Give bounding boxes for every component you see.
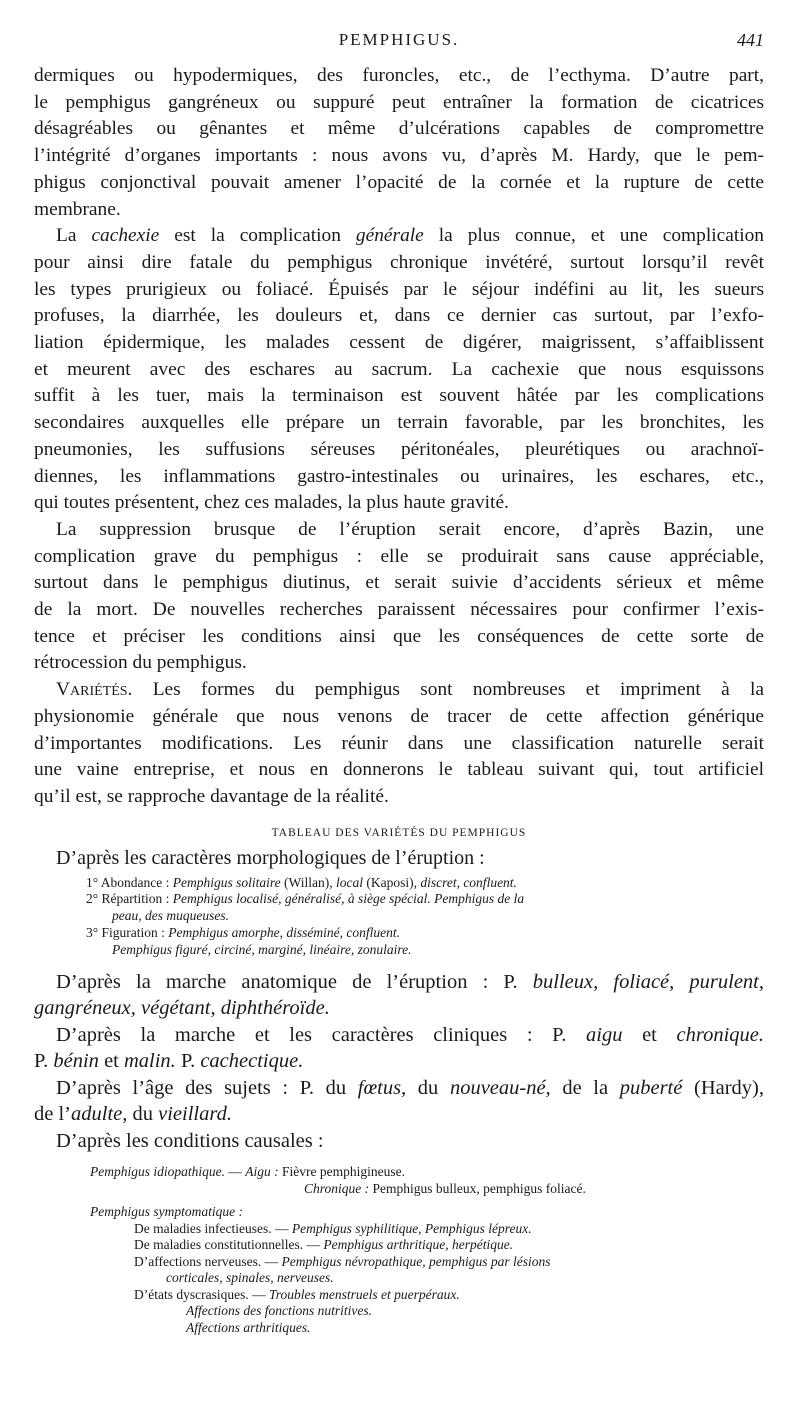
text-line: qu’il est, se rapproche davantage de la réalité. xyxy=(34,785,389,807)
text-line: complication grave du pemphigus : elle se produirait sans cause appréciable, xyxy=(34,545,764,567)
emphasis: aigu xyxy=(586,1023,623,1046)
spacer xyxy=(34,1197,764,1204)
list-item-continuation xyxy=(34,1270,764,1287)
text-line: secondaires auxquelles elle prépare un terrain favorable, par les bronchites, les xyxy=(34,412,764,434)
text-line xyxy=(34,677,764,704)
emphasis: Affections des fonctions nutritives. xyxy=(186,1303,372,1319)
emphasis: Pemphigus idiopathique. xyxy=(90,1164,225,1180)
text-line: désagréables ou gênantes et même d’ulcérations capables de compromettre xyxy=(34,118,764,140)
text-span: 2° Répartition : xyxy=(86,891,173,907)
idiopathic-chronic-line xyxy=(34,1181,764,1198)
emphasis: adulte, xyxy=(71,1103,128,1126)
emphasis: Pemphigus figuré, circiné, marginé, linéaire, zonulaire. xyxy=(112,941,412,957)
text-span: P. xyxy=(34,1050,54,1073)
emphasis: corticales, spinales, nerveuses. xyxy=(166,1270,334,1286)
running-header xyxy=(34,30,764,54)
text-span: D’affections nerveuses. — xyxy=(134,1253,282,1269)
text-span: de la xyxy=(550,1076,620,1099)
list-item xyxy=(34,891,764,908)
page-number: 441 xyxy=(737,30,764,50)
emphasis: peau, des muqueuses. xyxy=(112,908,229,924)
page-body xyxy=(34,63,764,1336)
anatomy-line-cont xyxy=(34,995,764,1022)
text-line: pneumonies, les suffusions séreuses péritonéales, pleurétiques ou arachnoï- xyxy=(34,438,764,460)
emphasis: Pemphigus arthritique, herpétique. xyxy=(323,1237,514,1253)
text-line: l’intégrité d’organes importants : nous avons vu, d’après M. Hardy, que le pem- xyxy=(34,145,764,167)
spacer xyxy=(34,959,764,969)
text-line: phigus conjonctival pouvait amener l’opacité de la cornée et la rupture de cette xyxy=(34,171,764,193)
text-span: (Kaposi), xyxy=(362,874,421,890)
emphasis: gangréneux, végétant, diphthéroïde. xyxy=(34,997,330,1020)
text-span: La xyxy=(56,225,92,247)
morphology-list xyxy=(34,875,764,959)
symptomatic-heading xyxy=(34,1204,764,1221)
text-span: de l’ xyxy=(34,1103,71,1126)
section-lead: Variétés. xyxy=(56,679,133,701)
paragraph-1 xyxy=(34,63,764,223)
text-span: — xyxy=(225,1164,246,1180)
emphasis: nouveau-né, xyxy=(449,1076,551,1099)
emphasis: Troubles menstruels et puerpéraux. xyxy=(268,1286,460,1302)
text-span: et xyxy=(622,1023,677,1046)
list-item xyxy=(34,1287,764,1304)
paragraph-suppression xyxy=(34,517,764,677)
text-line: d’importantes modifications. Les réunir dans une classification naturelle serait xyxy=(34,732,764,754)
text-span: du xyxy=(406,1076,450,1099)
emphasis: Pemphigus amorphe, disséminé, confluent. xyxy=(168,925,400,941)
text-line: surtout dans le pemphigus diutinus, et serait suivie d’accidents sérieux et même xyxy=(34,572,764,594)
emphasis: discret, confluent. xyxy=(420,874,517,890)
emphasis: fœtus, xyxy=(357,1076,407,1099)
causes-heading: D’après les conditions causales : xyxy=(56,1129,324,1152)
text-line: profuses, la diarrhée, les douleurs et, dans ce dernier cas surtout, par l’exfo- xyxy=(34,305,764,327)
text-span: est la complication xyxy=(159,225,356,247)
emphasis: Pemphigus localisé, généralisé, à siège spécial. Pemphigus de la xyxy=(172,891,525,907)
text-line: membrane. xyxy=(34,198,121,220)
text-span: D’états dyscrasiques. — xyxy=(134,1286,269,1302)
list-item-continuation xyxy=(34,942,764,959)
list-item-continuation xyxy=(34,1320,764,1337)
age-line-cont xyxy=(34,1101,764,1128)
text-span: Les formes du pemphigus sont nombreuses et impriment à la xyxy=(132,679,764,701)
table-title: TABLEAU DES VARIÉTÉS DU PEMPHIGUS xyxy=(271,826,527,839)
text-line: de la mort. De nouvelles recherches paraissent nécessaires pour confirmer l’exis- xyxy=(34,599,764,621)
text-span: Fièvre pemphigineuse. xyxy=(278,1164,405,1180)
text-span: 1° Abondance : xyxy=(86,874,173,890)
text-line: dermiques ou hypodermiques, des furoncles, etc., de l’ecthyma. D’autre part, xyxy=(34,65,764,86)
emphasis: Pemphigus solitaire xyxy=(172,874,281,890)
text-line: diennes, les inflammations gastro-intestinales ou urinaires, les eschares, etc., xyxy=(34,465,764,487)
text-span: P. xyxy=(175,1050,201,1073)
paragraph-cachexie xyxy=(34,223,764,517)
emphasis: Pemphigus névropathique, pemphigus par lésions xyxy=(281,1253,551,1269)
clinical-line-cont xyxy=(34,1048,764,1075)
text-line: liation épidermique, les malades cessent de digérer, maigrissent, s’affaiblissent xyxy=(34,332,764,354)
emphasis: Aigu : xyxy=(245,1164,279,1180)
emphasis: vieillard. xyxy=(158,1103,232,1126)
emphasis: Affections arthritiques. xyxy=(186,1319,311,1335)
paragraph-varietes xyxy=(34,677,764,811)
text-line: le pemphigus gangréneux ou suppuré peut entraîner la formation de cicatrices xyxy=(34,91,764,113)
text-span: du xyxy=(127,1103,159,1126)
emphasis: local xyxy=(335,874,363,890)
text-span: De maladies infectieuses. — xyxy=(134,1220,292,1236)
text-span: De maladies constitutionnelles. — xyxy=(134,1237,324,1253)
causes-list xyxy=(34,1164,764,1336)
text-line: une vaine entreprise, et nous en donnerons le tableau suivant qui, tout artificiel xyxy=(34,759,764,781)
text-span: Pemphigus bulleux, pemphigus foliacé. xyxy=(369,1180,586,1196)
text-line xyxy=(34,223,764,250)
running-title: PEMPHIGUS. xyxy=(338,30,460,49)
list-item xyxy=(34,1237,764,1254)
anatomy-line xyxy=(34,969,764,996)
text-span: D’après la marche anatomique de l’éruption : P. xyxy=(56,970,533,993)
text-line: et meurent avec des eschares au sacrum. La cachexie que nous esquissons xyxy=(34,358,764,380)
emphasis: bénin xyxy=(53,1050,99,1073)
text-line: pour ainsi dire fatale du pemphigus chronique invétéré, surtout lorsqu’il revêt xyxy=(34,251,764,273)
list-item xyxy=(34,1221,764,1238)
list-item-continuation xyxy=(34,1303,764,1320)
text-span: la plus connue, et une complication xyxy=(423,225,764,247)
list-item xyxy=(34,875,764,892)
emphasis: Pemphigus symptomatique : xyxy=(90,1204,243,1220)
emphasis: bulleux, foliacé, purulent, xyxy=(532,970,764,993)
text-line: qui toutes présentent, chez ces malades, la plus haute gravité. xyxy=(34,492,509,514)
age-line xyxy=(34,1075,764,1102)
idiopathic-line xyxy=(34,1164,764,1181)
text-span: (Willan), xyxy=(280,874,336,890)
text-line: tence et préciser les conditions ainsi que les conséquences de cette sorte de xyxy=(34,625,764,647)
text-span: (Hardy), xyxy=(682,1076,764,1099)
text-line: les types prurigieux ou foliacé. Épuisés par le séjour indéfini au lit, les sueurs xyxy=(34,278,764,300)
text-span: 3° Figuration : xyxy=(86,925,169,941)
clinical-line xyxy=(34,1022,764,1049)
emphasis: Pemphigus syphilitique, Pemphigus lépreux. xyxy=(291,1220,532,1236)
emphasis: chronique. xyxy=(676,1023,764,1046)
text-line: La suppression brusque de l’éruption serait encore, d’après Bazin, une xyxy=(56,518,764,540)
list-item-continuation xyxy=(34,908,764,925)
text-line: physionomie générale que nous venons de tracer de cette affection générique xyxy=(34,705,764,727)
text-span: D’après la marche et les caractères cliniques : P. xyxy=(56,1023,587,1046)
text-line: rétrocession du pemphigus. xyxy=(34,652,247,674)
list-item xyxy=(34,925,764,942)
classification-lines xyxy=(34,969,764,1155)
emphasis: cachexie xyxy=(91,225,160,247)
text-span: et xyxy=(98,1050,124,1073)
text-span: D’après l’âge des sujets : P. du xyxy=(56,1076,358,1099)
emphasis: Chronique : xyxy=(304,1180,370,1196)
list-item xyxy=(34,1254,764,1271)
emphasis: générale xyxy=(355,225,424,247)
spacer xyxy=(34,1154,764,1164)
morphology-heading: D’après les caractères morphologiques de l’éruption : xyxy=(56,846,485,869)
emphasis: cachectique. xyxy=(200,1050,304,1073)
text-line: suffit à les tuer, mais la terminaison est souvent hâtée par les complications xyxy=(34,385,764,407)
emphasis: malin. xyxy=(123,1050,176,1073)
emphasis: puberté xyxy=(619,1076,683,1099)
